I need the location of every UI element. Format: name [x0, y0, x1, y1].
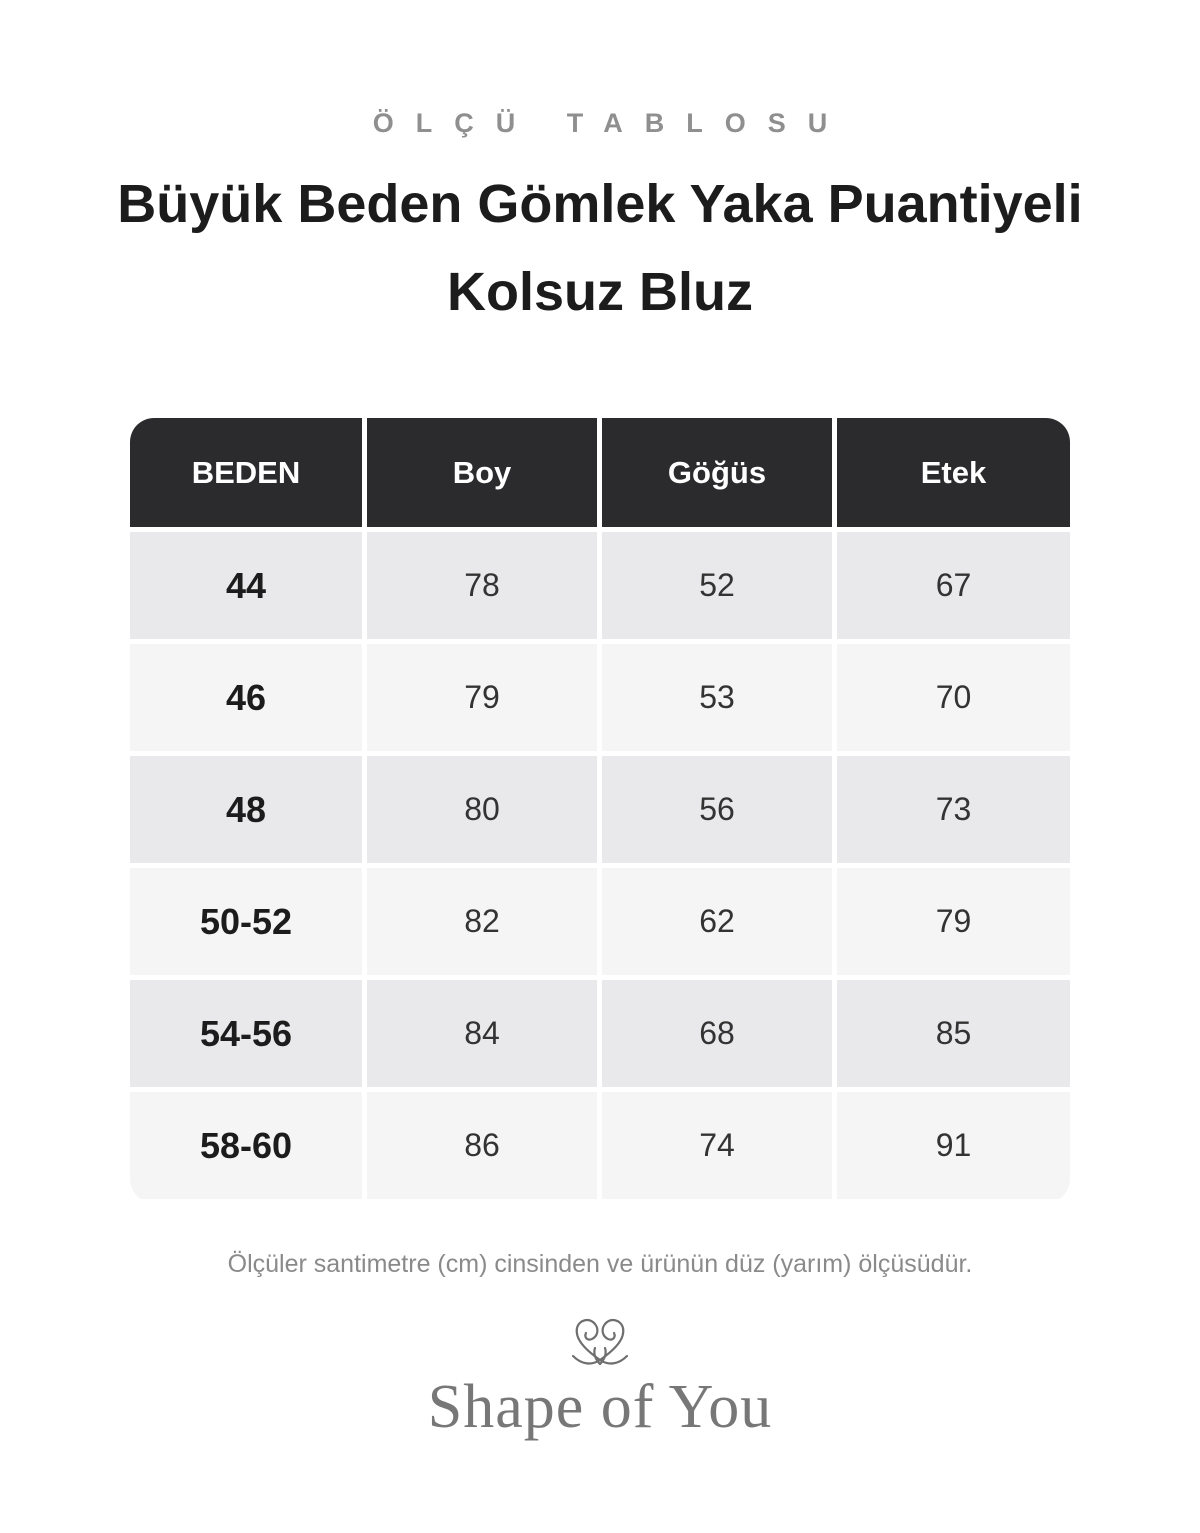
column-header-size: BEDEN [130, 418, 362, 527]
table-cell-hem: 67 [837, 532, 1070, 639]
brand-wordmark: Shape of You [427, 1373, 773, 1441]
column-header-length: Boy [367, 418, 597, 527]
table-cell-chest: 62 [602, 868, 832, 975]
size-chart-table [130, 418, 1070, 1203]
column-header-chest: Göğüs [602, 418, 832, 527]
table-cell-hem: 70 [837, 644, 1070, 751]
table-cell-chest: 52 [602, 532, 832, 639]
table-cell-hem: 85 [837, 980, 1070, 1087]
column-header-hem: Etek [837, 418, 1070, 527]
intertwined-hearts-logo-icon [565, 1312, 635, 1372]
page-title: Büyük Beden Gömlek Yaka Puantiyeli Kolsuz Bluz [117, 174, 1083, 322]
table-cell-hem: 91 [837, 1092, 1070, 1199]
section-eyebrow: ÖLÇÜ TABLOSU [372, 108, 850, 138]
table-cell-size: 46 [130, 644, 362, 751]
table-cell-length: 78 [367, 532, 597, 639]
table-cell-size: 58-60 [130, 1092, 362, 1199]
table-cell-size: 48 [130, 756, 362, 863]
table-cell-hem: 73 [837, 756, 1070, 863]
table-cell-length: 82 [367, 868, 597, 975]
table-cell-chest: 74 [602, 1092, 832, 1199]
table-cell-size: 54-56 [130, 980, 362, 1087]
table-cell-chest: 56 [602, 756, 832, 863]
table-cell-hem: 79 [837, 868, 1070, 975]
measurement-note: Ölçüler santimetre (cm) cinsinden ve ürünün düz (yarım) ölçüsüdür. [227, 1250, 973, 1278]
table-cell-length: 79 [367, 644, 597, 751]
table-cell-length: 80 [367, 756, 597, 863]
table-cell-size: 44 [130, 532, 362, 639]
table-cell-chest: 68 [602, 980, 832, 1087]
table-cell-chest: 53 [602, 644, 832, 751]
table-cell-length: 86 [367, 1092, 597, 1199]
table-cell-size: 50-52 [130, 868, 362, 975]
table-cell-length: 84 [367, 980, 597, 1087]
